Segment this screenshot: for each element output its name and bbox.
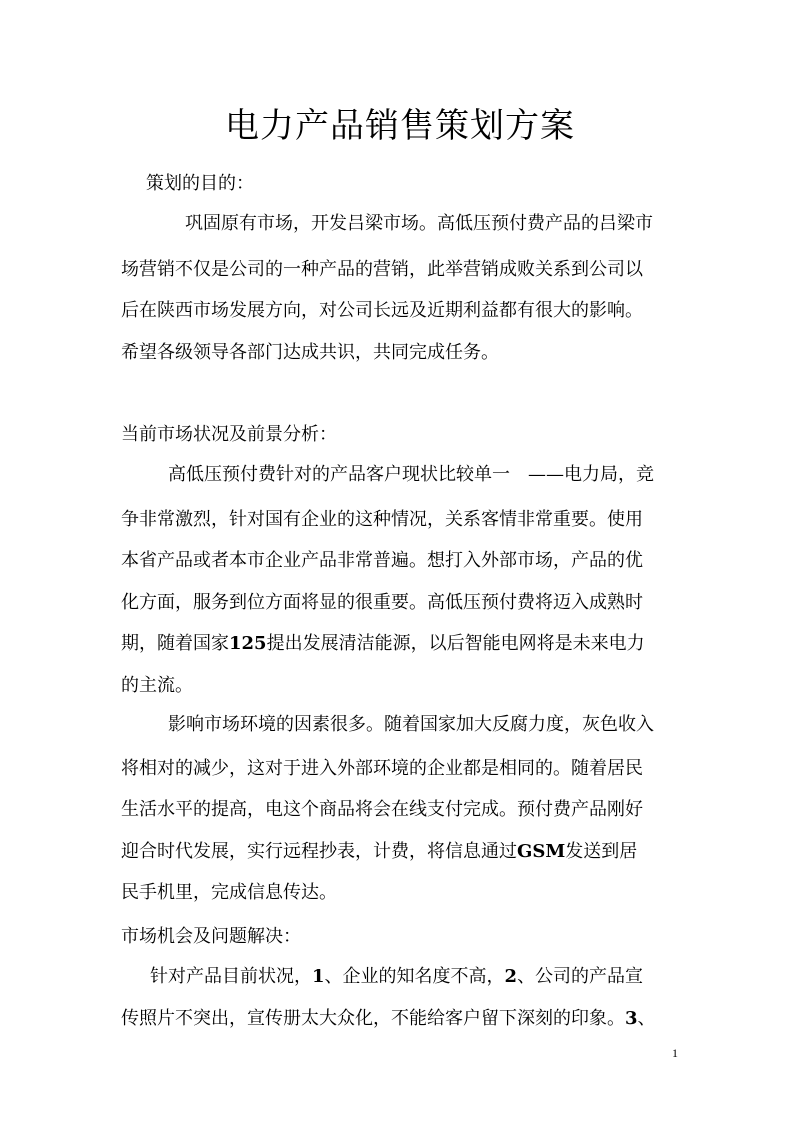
section-heading-market-analysis: 当前市场状况及前景分析： xyxy=(121,424,337,445)
paragraph-line: 的主流。 xyxy=(121,675,193,696)
paragraph-line: 化方面，服务到位方面将显的很重要。高低压预付费将迈入成熟时 xyxy=(121,592,643,613)
text-run: 、公司的产品宣 xyxy=(517,966,644,987)
term-gsm: GSM xyxy=(517,841,566,862)
section-heading-opportunities: 市场机会及问题解决： xyxy=(121,926,301,947)
paragraph-line: 后在陕西市场发展方向，对公司长远及近期利益都有很大的影响。 xyxy=(121,300,643,321)
text-run: 发送到居 xyxy=(565,841,638,862)
list-number: 1 xyxy=(312,966,325,987)
paragraph-line xyxy=(121,839,637,865)
paragraph-line: 场营销不仅是公司的一种产品的营销，此举营销成败关系到公司以 xyxy=(121,259,643,280)
paragraph-line: 本省产品或者本市企业产品非常普遍。想打入外部市场，产品的优 xyxy=(121,550,643,571)
list-number: 3 xyxy=(625,1008,638,1029)
text-run: 、企业的知名度不高， xyxy=(324,966,505,987)
paragraph-line: 争非常激烈，针对国有企业的这种情况，关系客情非常重要。使用 xyxy=(121,509,643,530)
text-run: 期，随着国家 xyxy=(121,633,229,654)
text-run: 迎合时代发展，实行远程抄表，计费，将信息通过 xyxy=(121,841,517,862)
text-run: 、 xyxy=(637,1008,656,1029)
paragraph-line xyxy=(121,631,645,657)
text-run: 传照片不突出，宣传册太大众化，不能给客户留下深刻的印象。 xyxy=(121,1008,625,1029)
paragraph-line: 影响市场环境的因素很多。随着国家加大反腐力度，灰色收入 xyxy=(168,714,654,735)
paragraph-line: 生活水平的提高，电这个商品将会在线支付完成。预付费产品刚好 xyxy=(121,799,643,820)
paragraph-line: 高低压预付费针对的产品客户现状比较单一 ——电力局，竞 xyxy=(168,464,654,485)
paragraph-line xyxy=(150,964,643,990)
paragraph-line: 民手机里，完成信息传达。 xyxy=(121,882,337,903)
text-run: 提出发展清洁能源，以后智能电网将是未来电力 xyxy=(266,633,645,654)
paragraph-line xyxy=(121,1006,656,1032)
number-125: 125 xyxy=(229,633,267,654)
page-number: 1 xyxy=(672,1046,678,1060)
paragraph-line: 将相对的减少，这对于进入外部环境的企业都是相同的。随着居民 xyxy=(121,758,643,779)
document-title: 电力产品销售策划方案 xyxy=(225,106,575,146)
text-run: 针对产品目前状况， xyxy=(150,966,312,987)
section-heading-purpose: 策划的目的： xyxy=(146,173,254,194)
list-number: 2 xyxy=(504,966,518,987)
paragraph-line: 希望各级领导各部门达成共识，共同完成任务。 xyxy=(121,342,499,363)
paragraph-line: 巩固原有市场，开发吕梁市场。高低压预付费产品的吕梁市 xyxy=(185,213,653,234)
